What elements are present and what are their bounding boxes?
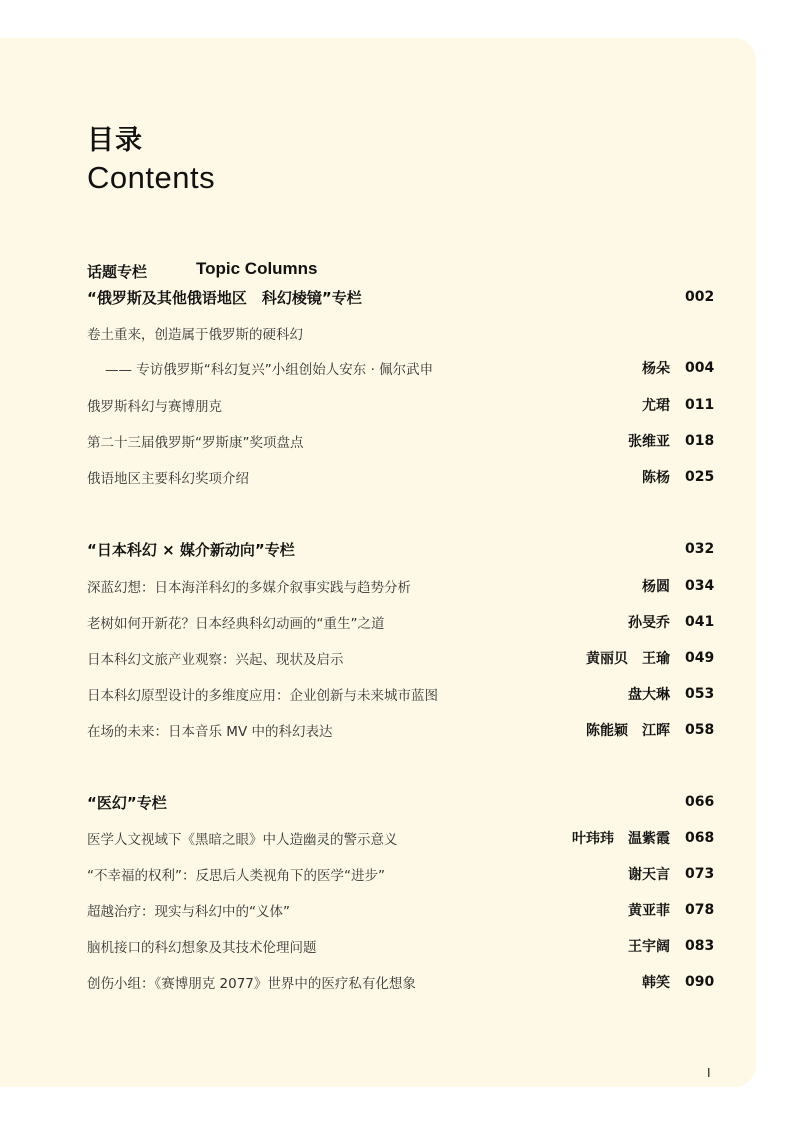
section-page: 066 [685,794,715,810]
toc-entry[interactable] [87,322,713,344]
entry-page: 073 [685,866,715,882]
section-heading-medical[interactable] [87,791,713,813]
column-label-en: Topic Columns [196,259,318,278]
entry-title: 老树如何开新花？日本经典科幻动画的“重生”之道 [87,616,385,632]
toc-entry[interactable] [87,611,713,633]
entry-title: 创伤小组：《赛博朋克 2077》世界中的医疗私有化想象 [87,976,416,992]
entry-page: 011 [685,397,715,413]
entry-author: 王宇阔 [628,939,670,955]
entry-author: 黄亚菲 [628,903,670,919]
entry-title: 卷土重来，创造属于俄罗斯的硬科幻 [87,327,303,343]
toc-entry[interactable] [87,575,713,597]
section-title: “医幻”专栏 [87,793,167,812]
page-number: I [707,1066,711,1080]
toc-entry[interactable] [87,899,713,921]
toc-entry[interactable] [87,683,713,705]
toc-entry[interactable] [87,394,713,416]
toc-entry[interactable] [87,647,713,669]
entry-author: 杨朵 [642,361,670,377]
section-title: “俄罗斯及其他俄语地区 科幻棱镜”专栏 [87,288,362,307]
entry-title: 俄语地区主要科幻奖项介绍 [87,471,249,487]
toc-entry[interactable] [87,430,713,452]
entry-title: 超越治疗：现实与科幻中的“义体” [87,904,290,920]
entry-author: 杨圆 [642,579,670,595]
entry-title: 第二十三届俄罗斯“罗斯康”奖项盘点 [87,435,304,451]
entry-title: 日本科幻原型设计的多维度应用：企业创新与未来城市蓝图 [87,688,438,704]
entry-page: 041 [685,614,715,630]
entry-author: 孙旻乔 [628,615,670,631]
entry-page: 004 [685,360,715,376]
entry-author: 陈杨 [642,470,670,486]
section-title: “日本科幻 × 媒介新动向”专栏 [87,540,295,559]
section-heading-russia[interactable] [87,286,713,308]
entry-title: 深蓝幻想：日本海洋科幻的多媒介叙事实践与趋势分析 [87,580,411,596]
entry-author: 张维亚 [628,434,670,450]
entry-title: “不幸福的权利”：反思后人类视角下的医学“进步” [87,868,385,884]
entry-page: 018 [685,433,715,449]
entry-author: 盘大琳 [628,687,670,703]
entry-title: 在场的未来：日本音乐 MV 中的科幻表达 [87,724,333,740]
entry-title: 医学人文视域下《黑暗之眼》中人造幽灵的警示意义 [87,832,398,848]
entry-page: 058 [685,722,715,738]
entry-page: 049 [685,650,715,666]
entry-page: 078 [685,902,715,918]
entry-title: 日本科幻文旅产业观察：兴起、现状及启示 [87,652,344,668]
section-page: 002 [685,289,715,305]
entry-subtitle: —— 专访俄罗斯“科幻复兴”小组创始人安东 · 佩尔武申 [105,362,434,378]
column-label-cn: 话题专栏 [87,263,148,281]
entry-page: 025 [685,469,715,485]
entry-author: 陈能颖 江晖 [586,723,670,739]
page-title-en: Contents [87,160,216,195]
section-page: 032 [685,541,715,557]
entry-title: 脑机接口的科幻想象及其技术伦理问题 [87,940,317,956]
entry-page: 034 [685,578,715,594]
toc-entry[interactable] [87,466,713,488]
entry-author: 叶玮玮 温紫霞 [572,831,670,847]
entry-page: 083 [685,938,715,954]
entry-page: 090 [685,974,715,990]
entry-page: 053 [685,686,715,702]
entry-author: 韩笑 [642,975,670,991]
toc-entry[interactable] [87,935,713,957]
toc-entry[interactable] [87,719,713,741]
entry-page: 068 [685,830,715,846]
toc-entry[interactable] [87,827,713,849]
toc-entry[interactable] [87,971,713,993]
page-title-cn: 目录 [87,125,143,156]
toc-entry[interactable] [87,357,713,379]
toc-entry[interactable] [87,863,713,885]
entry-author: 谢天言 [628,867,670,883]
entry-author: 尤珺 [642,398,670,414]
entry-author: 黄丽贝 王瑜 [586,651,670,667]
entry-title: 俄罗斯科幻与赛博朋克 [87,399,222,415]
section-heading-japan[interactable] [87,538,713,560]
